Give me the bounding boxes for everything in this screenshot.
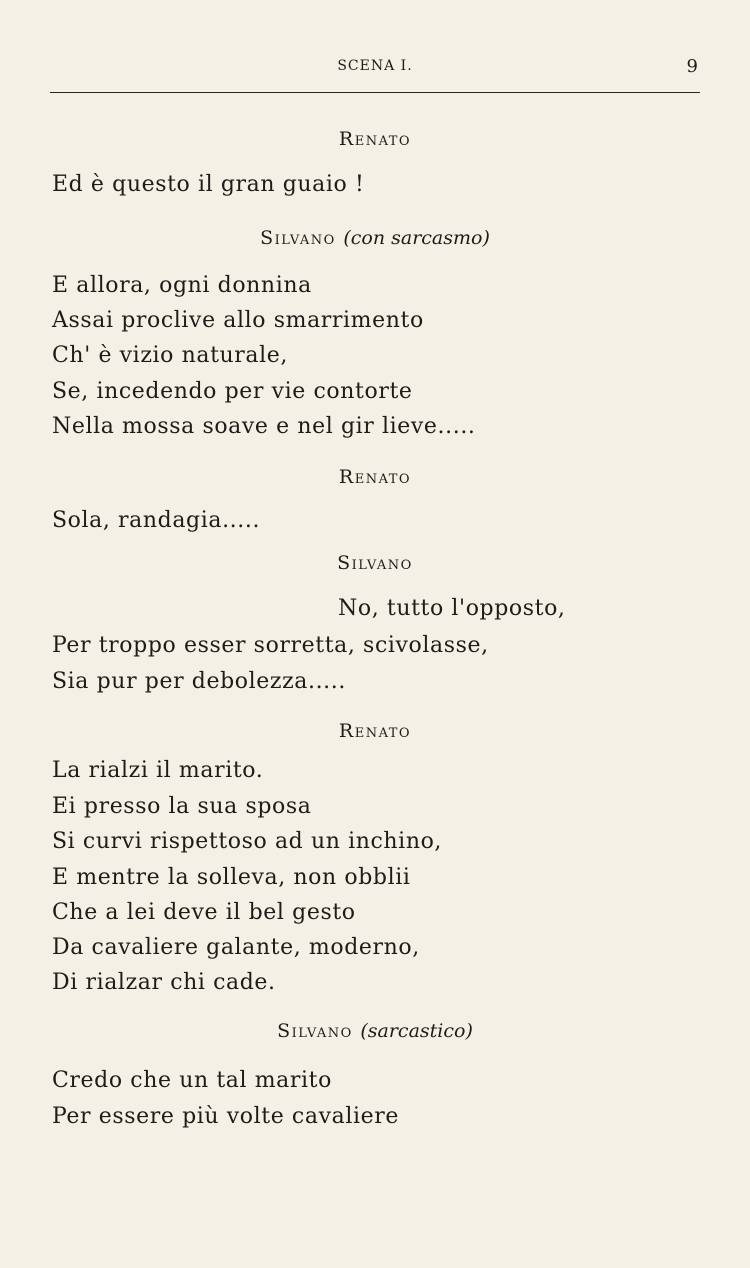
verse-line: Di rialzar chi cade.	[52, 970, 276, 995]
stage-direction: (con sarcasmo)	[343, 227, 490, 249]
verse-line: E mentre la solleva, non obblii	[52, 865, 411, 890]
speaker-heading	[50, 552, 700, 574]
verse-line: Da cavaliere galante, moderno,	[52, 935, 420, 960]
verse-line: Sia pur per debolezza.....	[52, 669, 346, 694]
speaker-name: Silvano	[277, 1020, 353, 1042]
verse-line: Ch' è vizio naturale,	[52, 343, 288, 368]
speaker-name: Renato	[338, 128, 412, 150]
verse-line: No, tutto l'opposto,	[338, 596, 566, 621]
header-rule	[50, 92, 700, 93]
running-head	[50, 58, 700, 84]
speaker-name: Renato	[338, 720, 412, 742]
verse-line: Per essere più volte cavaliere	[52, 1104, 399, 1129]
verse-line: Credo che un tal marito	[52, 1068, 332, 1093]
stage-direction: (sarcastico)	[360, 1020, 473, 1042]
speaker-heading	[50, 1020, 700, 1042]
speaker-name: Silvano	[337, 552, 413, 574]
verse-line: Se, incedendo per vie contorte	[52, 379, 413, 404]
speaker-name: Silvano	[260, 227, 336, 249]
verse-line: Per troppo esser sorretta, scivolasse,	[52, 633, 489, 658]
speaker-heading	[50, 466, 700, 488]
verse-line: E allora, ogni donnina	[52, 273, 312, 298]
speaker-heading	[50, 227, 700, 249]
verse-line: Che a lei deve il bel gesto	[52, 900, 356, 925]
speaker-heading	[50, 128, 700, 150]
speaker-heading	[50, 720, 700, 742]
page-number: 9	[686, 56, 698, 77]
verse-line: La rialzi il marito.	[52, 758, 264, 783]
verse-line: Nella mossa soave e nel gir lieve.....	[52, 414, 476, 439]
verse-line: Sola, randagia.....	[52, 508, 261, 533]
verse-line: Ed è questo il gran guaio !	[52, 172, 365, 197]
verse-line: Assai proclive allo smarrimento	[52, 308, 424, 333]
scene-heading: SCENA I.	[337, 58, 413, 74]
speaker-name: Renato	[338, 466, 412, 488]
verse-line: Ei presso la sua sposa	[52, 794, 312, 819]
verse-line: Si curvi rispettoso ad un inchino,	[52, 829, 443, 854]
